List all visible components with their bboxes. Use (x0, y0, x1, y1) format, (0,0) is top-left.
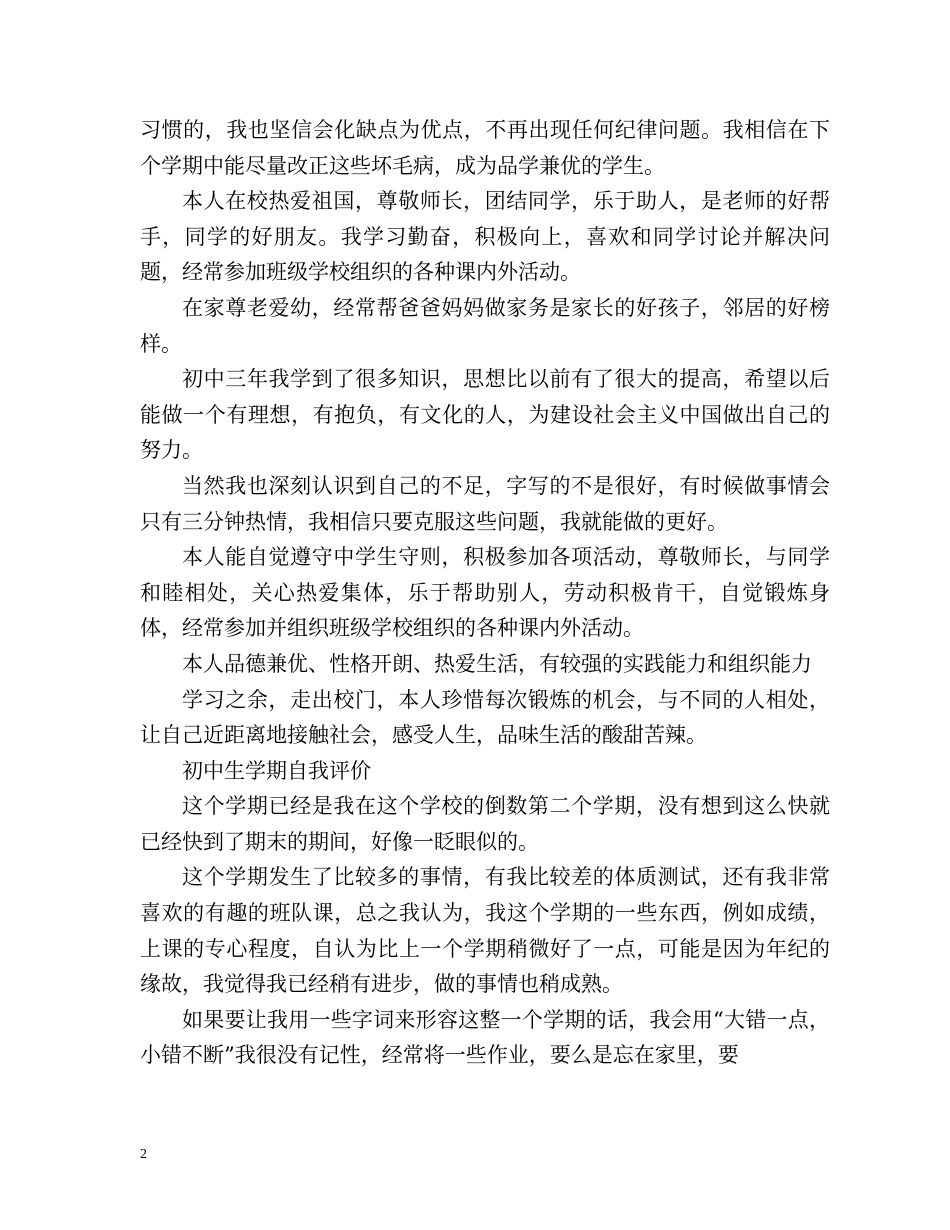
paragraph-8: 学习之余，走出校门，本人珍惜每次锻炼的机会，与不同的人相处，让自己近距离地接触社会，感受人生，品味生活的酸甜苦辣。 (140, 687, 830, 748)
section-heading: 初中生学期自我评价 (182, 758, 371, 783)
paragraph-7: 本人品德兼优、性格开朗、热爱生活，有较强的实践能力和组织能力 (182, 651, 812, 676)
paragraph-4: 初中三年我学到了很多知识，思想比以前有了很大的提高，希望以后能做一个有理想，有抱负，有文化的人，为建设社会主义中国做出自己的努力。 (140, 367, 830, 463)
paragraph-11: 如果要让我用一些字词来形容这整一个学期的话，我会用“大错一点，小错不断”我很没有记性，经常将一些作业，要么是忘在家里，要 (140, 1007, 830, 1068)
paragraph-6: 本人能自觉遵守中学生守则，积极参加各项活动，尊敬师长，与同学和睦相处，关心热爱集体，乐于帮助别人，劳动积极肯干，自觉锻炼身体，经常参加并组织班级学校组织的各种课内外活动。 (140, 545, 830, 641)
paragraph-1: 习惯的，我也坚信会化缺点为优点，不再出现任何纪律问题。我相信在下个学期中能尽量改正这些坏毛病，成为品学兼优的学生。 (140, 118, 830, 178)
paragraph-9: 这个学期已经是我在这个学校的倒数第二个学期，没有想到这么快就已经快到了期末的期间，好像一眨眼似的。 (140, 794, 830, 854)
document-body (140, 113, 830, 1074)
paragraph-3: 在家尊老爱幼，经常帮爸爸妈妈做家务是家长的好孩子，邻居的好榜样。 (140, 295, 830, 356)
paragraph-5: 当然我也深刻认识到自己的不足，字写的不是很好，有时候做事情会只有三分钟热情，我相信只要克服这些问题，我就能做的更好。 (140, 473, 830, 534)
paragraph-10: 这个学期发生了比较多的事情，有我比较差的体质测试，还有我非常喜欢的有趣的班队课，总之我认为，我这个学期的一些东西，例如成绩，上课的专心程度，自认为比上一个学期稍微好了一点，可能是因为年纪的缘故，我觉得我已经稍有进步，做的事情也稍成熟。 (140, 865, 830, 997)
page-number: 2 (140, 1147, 147, 1162)
paragraph-2: 本人在校热爱祖国，尊敬师长，团结同学，乐于助人，是老师的好帮手，同学的好朋友。我学习勤奋，积极向上，喜欢和同学讨论并解决问题，经常参加班级学校组织的各种课内外活动。 (140, 189, 830, 285)
